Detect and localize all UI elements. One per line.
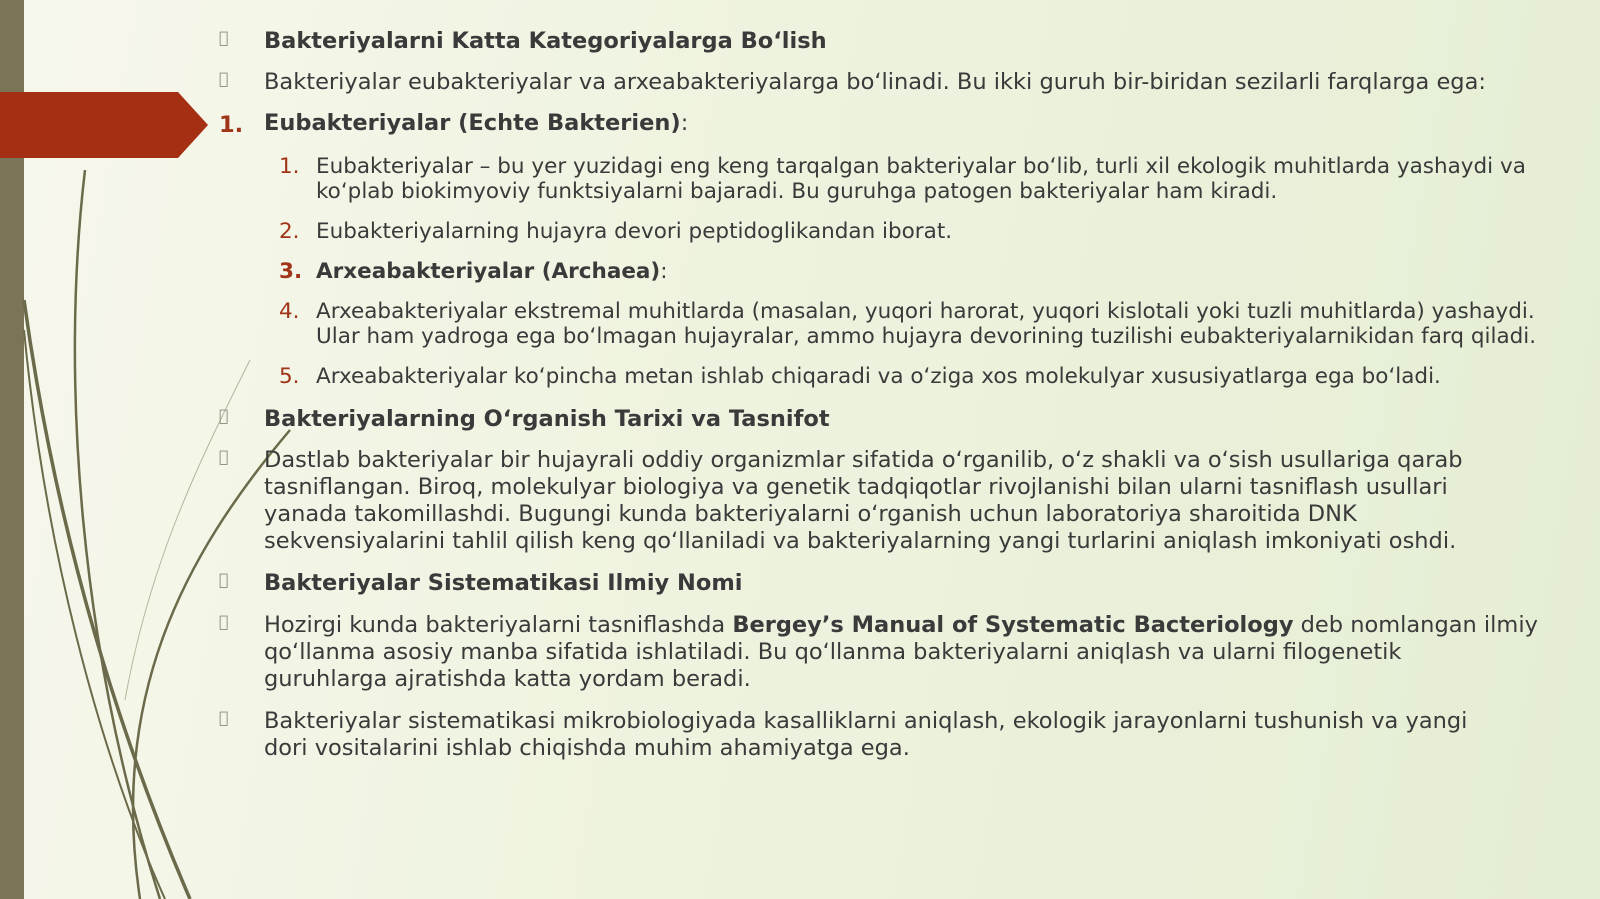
sub-item-4-line-2: Ular ham yadroga ega boʻlmagan hujayralar, ammo hujayra devorining tuzilishi eubakteriyalarnikidan farq qiladi.	[316, 324, 1537, 349]
colon: :	[660, 259, 668, 284]
paragraph-importance-line-1: Bakteriyalar sistematikasi mikrobiologiyada kasalliklarni aniqlash, ekologik jarayonlarni tushunish va yangi	[264, 708, 1468, 734]
colon: :	[680, 110, 689, 136]
bullet-icon	[219, 612, 229, 631]
sub-item-1-line-1: Eubakteriyalar – bu yer yuzidagi eng keng tarqalgan bakteriyalar boʻlib, turli xil ekologik muhitlarda yashaydi va	[316, 154, 1526, 179]
archaea-title: Arxeabakteriyalar (Archaea)	[316, 259, 661, 284]
sub-list-number: 5.	[279, 364, 300, 389]
sub-list-number: 4.	[279, 299, 300, 324]
sub-list-number: 2.	[279, 219, 300, 244]
bergey-prefix: Hozirgi kunda bakteriyalarni tasniflashda	[264, 612, 733, 638]
paragraph-history-line-3: yanada takomillashdi. Bugungi kunda bakteriyalarni oʻrganish uchun laboratoriya sharoitida DNK	[264, 501, 1357, 527]
paragraph-bergey-line-2: qoʻllanma asosiy manba sifatida ishlatiladi. Bu qoʻllanma bakteriyalarni aniqlash va ularni filogenetik	[264, 639, 1402, 665]
bullet-icon	[219, 28, 229, 47]
sub-item-2: Eubakteriyalarning hujayra devori peptidoglikandan iborat.	[316, 219, 953, 244]
bullet-icon	[219, 708, 229, 727]
bullet-icon	[219, 447, 229, 466]
paragraph-history-line-4: sekvensiyalarini tahlil qilish keng qoʻllaniladi va bakteriyalarning yangi turlarini aniqlash imkoniyati oshdi.	[264, 528, 1457, 554]
sub-list-number: 3.	[279, 259, 303, 284]
heading-systematics: Bakteriyalar Sistematikasi Ilmiy Nomi	[264, 570, 743, 596]
bergey-manual-title: Bergey’s Manual of Systematic Bacteriology	[732, 612, 1294, 638]
sub-item-4-line-1: Arxeabakteriyalar ekstremal muhitlarda (masalan, yuqori harorat, yuqori kislotali yoki tuzli muhitlarda) yashaydi.	[316, 299, 1535, 324]
paragraph-bergey-line-1	[264, 612, 1538, 639]
paragraph-division: Bakteriyalar eubakteriyalar va arxeabakteriyalarga boʻlinadi. Bu ikki guruh bir-biridan sezilarli farqlarga ega:	[264, 69, 1486, 95]
sub-item-5: Arxeabakteriyalar koʻpincha metan ishlab chiqaradi va oʻziga xos molekulyar xususiyatlarga ega boʻladi.	[316, 364, 1441, 389]
list-number: 1.	[219, 112, 244, 138]
eubacteria-title: Eubakteriyalar (Echte Bakterien)	[264, 110, 681, 136]
paragraph-history-line-1: Dastlab bakteriyalar bir hujayrali oddiy organizmlar sifatida oʻrganilib, oʻz shakli va oʻsish usullariga qarab	[264, 447, 1463, 473]
paragraph-importance-line-2: dori vositalarini ishlab chiqishda muhim ahamiyatga ega.	[264, 735, 910, 761]
bergey-suffix: deb nomlangan ilmiy	[1293, 612, 1538, 638]
heading-history: Bakteriyalarning Oʻrganish Tarixi va Tasnifot	[264, 406, 830, 432]
paragraph-bergey-line-3: guruhlarga ajratishda katta yordam beradi.	[264, 666, 751, 692]
paragraph-history-line-2: tasniflangan. Biroq, molekulyar biologiya va genetik tadqiqotlar rivojlanishi bilan ularni tasniflash usullari	[264, 474, 1448, 500]
eubacteria-heading	[264, 110, 688, 137]
sub-item-3	[316, 259, 668, 284]
heading-categories: Bakteriyalarni Katta Kategoriyalarga Boʻlish	[264, 28, 827, 54]
sub-list-number: 1.	[279, 154, 300, 179]
bullet-icon	[219, 69, 229, 88]
bullet-icon	[219, 406, 229, 425]
sub-item-1-line-2: koʻplab biokimyoviy funktsiyalarni bajaradi. Bu guruhga patogen bakteriyalar ham kiradi.	[316, 179, 1278, 204]
bullet-icon	[219, 570, 229, 589]
